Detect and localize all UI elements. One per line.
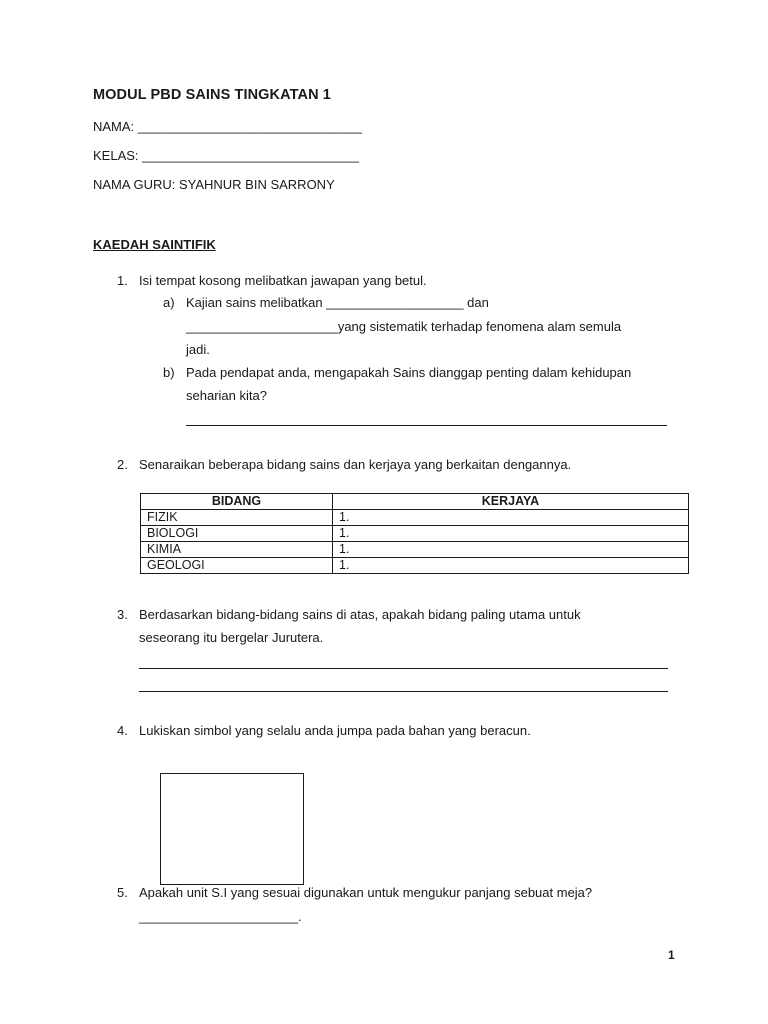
name-field: NAMA: _______________________________ [93,119,362,134]
page-number: 1 [668,948,675,962]
q4-text: Lukiskan simbol yang selalu anda jumpa pada bahan yang beracun. [139,723,531,738]
q1a-line2: _____________________yang sistematik terhadap fenomena alam semula [186,319,622,334]
q4-number: 4. [117,723,128,738]
q5-text: Apakah unit S.I yang sesuai digunakan untuk mengukur panjang sebuat meja? [139,885,593,900]
q1b-label: b) [163,365,175,380]
column-header-bidang: BIDANG [141,494,333,510]
field-cell: BIOLOGI [141,526,333,542]
q1b-line2: seharian kita? [186,388,267,403]
q3-answer-line-2 [139,691,668,692]
career-cell: 1. [333,510,689,526]
field-cell: FIZIK [141,510,333,526]
class-field: KELAS: ______________________________ [93,148,360,163]
q3-number: 3. [117,607,128,622]
q5-answer-line: ______________________. [139,909,302,924]
q1a-line1: Kajian sains melibatkan ___________________ dan [186,295,489,310]
career-cell: 1. [333,526,689,542]
column-header-kerjaya: KERJAYA [333,494,689,510]
teacher-name: NAMA GURU: SYAHNUR BIN SARRONY [93,177,335,192]
field-cell: GEOLOGI [141,558,333,574]
page-title: MODUL PBD SAINS TINGKATAN 1 [93,87,331,103]
q1a-line3: jadi. [186,342,210,357]
q2-number: 2. [117,457,128,472]
table-row [141,526,689,542]
drawing-box [160,773,304,885]
q3-line2: seseorang itu bergelar Jurutera. [139,630,324,645]
q1-number: 1. [117,273,128,288]
table-header-row [141,494,689,510]
career-table [140,493,689,574]
q1-text: Isi tempat kosong melibatkan jawapan yang betul. [139,273,427,288]
q5-number: 5. [117,885,128,900]
q2-text: Senaraikan beberapa bidang sains dan kerjaya yang berkaitan dengannya. [139,457,572,472]
q1b-line1: Pada pendapat anda, mengapakah Sains dianggap penting dalam kehidupan [186,365,632,380]
q3-line1: Berdasarkan bidang-bidang sains di atas, apakah bidang paling utama untuk [139,607,581,622]
table-row [141,510,689,526]
table-row [141,542,689,558]
field-cell: KIMIA [141,542,333,558]
q3-answer-line-1 [139,668,668,669]
career-cell: 1. [333,558,689,574]
q1a-label: a) [163,295,175,310]
career-cell: 1. [333,542,689,558]
q1b-answer-line [186,425,667,426]
table-row [141,558,689,574]
section-title: KAEDAH SAINTIFIK [93,237,216,252]
